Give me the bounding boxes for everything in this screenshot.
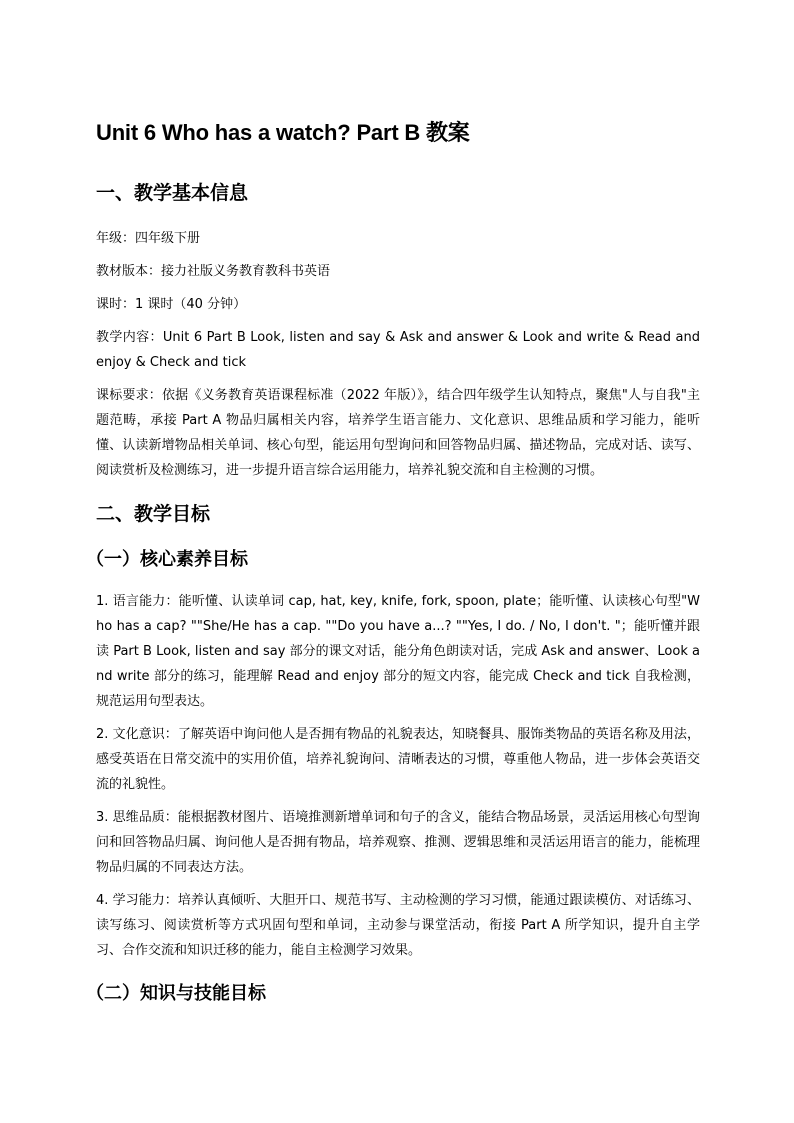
section-heading-basic-info: 一、教学基本信息 <box>96 182 249 204</box>
document-title: Unit 6 Who has a watch? Part B 教案 <box>96 120 470 145</box>
objective-culture: 2. 文化意识：了解英语中询问他人是否拥有物品的礼貌表达，知晓餐具、服饰类物品的英语名称及用法，感受英语在日常交流中的实用价值，培养礼貌询问、清晰表达的习惯，尊重他人物品，进一步体会英语交流的礼貌性。 <box>96 727 700 792</box>
info-standard: 课标要求：依据《义务教育英语课程标准（2022 年版）》，结合四年级学生认知特点，聚焦"人与自我"主题范畴，承接 Part A 物品归属相关内容，培养学生语言能力、文化意识、思维品质和学习能力，能听懂、认读新增物品相关单词、核心句型，能运用句型询问和回答物品归属、描述物品，完成对话、读写、阅读赏析及检测练习，进一步提升语言综合运用能力，培养礼貌交流和自主检测的习惯。 <box>96 388 700 478</box>
subsection-heading-knowledge-skills: （二）知识与技能目标 <box>86 983 266 1004</box>
objective-language: 1. 语言能力：能听懂、认读单词 cap, hat, key, knife, fork, spoon, plate；能听懂、认读核心句型"Who has a cap? ""She/He has a cap. ""Do you have a...? ""Yes, I do. / No, I don't. "；能听懂并跟读 Part B Look, listen and say 部分的课文对话，能分角色朗读对话，完成 Ask and answer、Look and write 部分的练习，能理解 Read and enjoy 部分的短文内容，能完成 Check and tick 自我检测，规范运用句型表达。 <box>96 594 700 709</box>
objective-learning: 4. 学习能力：培养认真倾听、大胆开口、规范书写、主动检测的学习习惯，能通过跟读模仿、对话练习、读写练习、阅读赏析等方式巩固句型和单词，主动参与课堂活动，衔接 Part A 所学知识，提升自主学习、合作交流和知识迁移的能力，能自主检测学习效果。 <box>96 893 700 958</box>
info-grade: 年级：四年级下册 <box>96 231 201 246</box>
info-content: 教学内容：Unit 6 Part B Look, listen and say & Ask and answer & Look and write & Read and enjoy & Check and tick <box>96 330 700 370</box>
info-periods: 课时：1 课时（40 分钟） <box>96 297 247 312</box>
info-textbook: 教材版本：接力社版义务教育教科书英语 <box>96 264 331 279</box>
document-page <box>86 118 700 1023</box>
subsection-heading-core-literacy: （一）核心素养目标 <box>86 549 248 570</box>
section-heading-objectives: 二、教学目标 <box>96 503 211 525</box>
objective-thinking: 3. 思维品质：能根据教材图片、语境推测新增单词和句子的含义，能结合物品场景，灵活运用核心句型询问和回答物品归属、询问他人是否拥有物品，培养观察、推测、逻辑思维和灵活运用语言的能力，能梳理物品归属的不同表达方法。 <box>96 810 700 875</box>
